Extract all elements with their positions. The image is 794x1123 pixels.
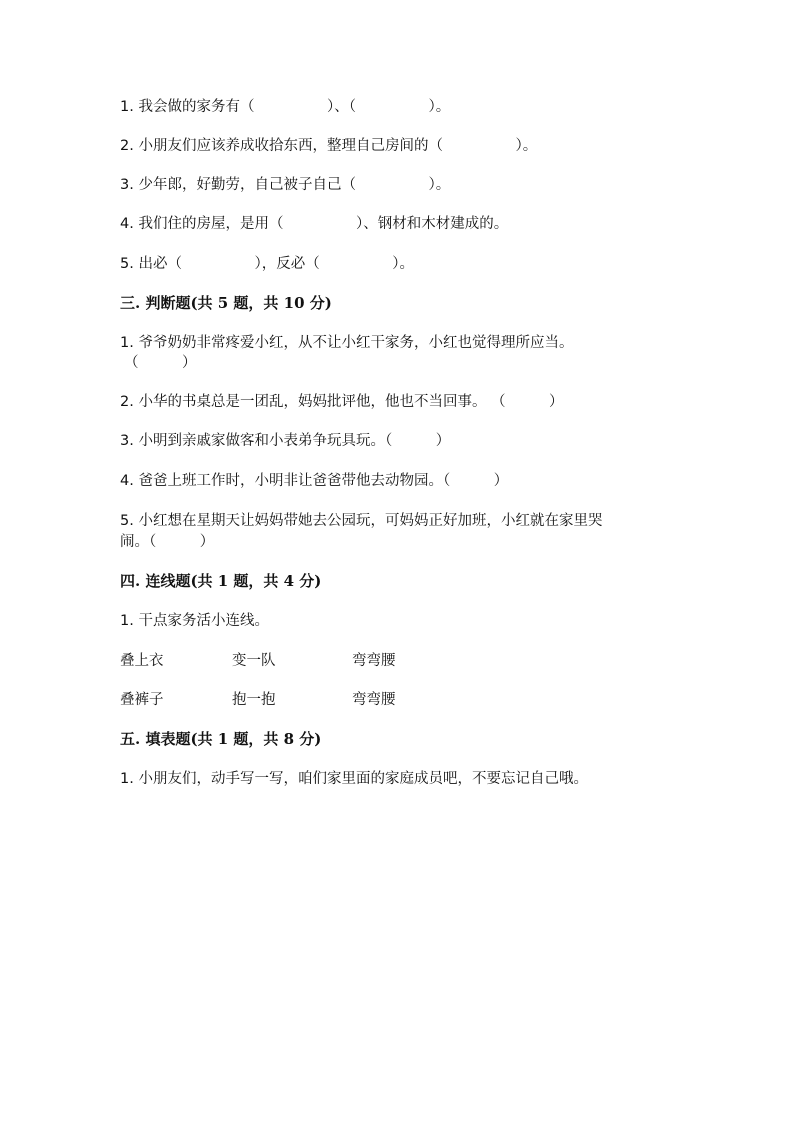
matching-cell: 弯弯腰 <box>352 653 396 669</box>
judge-item-5-line-2: 闹。（ ） <box>120 534 215 550</box>
fill-blank-item-3: 3. 少年郎，好勤劳，自己被子自己（ ）。 <box>120 177 451 193</box>
section-heading-matching: 四. 连线题(共 1 题，共 4 分) <box>120 572 322 590</box>
fill-blank-item-1: 1. 我会做的家务有（ ）、（ ）。 <box>120 99 451 115</box>
table-fill-question: 1. 小朋友们，动手写一写，咱们家里面的家庭成员吧，不要忘记自己哦。 <box>120 771 588 787</box>
matching-cell: 变一队 <box>232 653 276 669</box>
fill-blank-item-5: 5. 出必（ ），反必（ ）。 <box>120 256 414 272</box>
fill-blank-item-4: 4. 我们住的房屋，是用（ ）、钢材和木材建成的。 <box>120 216 509 232</box>
judge-item-1-line-2: （ ） <box>124 355 197 371</box>
matching-cell: 叠裤子 <box>120 692 164 708</box>
matching-cell: 弯弯腰 <box>352 692 396 708</box>
judge-item-4: 4. 爸爸上班工作时，小明非让爸爸带他去动物园。（ ） <box>120 473 509 489</box>
judge-item-5-line-1: 5. 小红想在星期天让妈妈带她去公园玩，可妈妈正好加班，小红就在家里哭 <box>120 513 603 529</box>
section-heading-table-fill: 五. 填表题(共 1 题，共 8 分) <box>120 730 322 748</box>
matching-cell: 叠上衣 <box>120 653 164 669</box>
matching-question: 1. 干点家务活小连线。 <box>120 613 269 629</box>
fill-blank-item-2: 2. 小朋友们应该养成收拾东西，整理自己房间的（ ）。 <box>120 138 538 154</box>
judge-item-2: 2. 小华的书桌总是一团乱，妈妈批评他，他也不当回事。 （ ） <box>120 394 564 410</box>
judge-item-3: 3. 小明到亲戚家做客和小表弟争玩具玩。（ ） <box>120 433 451 449</box>
judge-item-1-line-1: 1. 爷爷奶奶非常疼爱小红，从不让小红干家务，小红也觉得理所应当。 <box>120 335 574 351</box>
matching-cell: 抱一抱 <box>232 692 276 708</box>
section-heading-judge: 三. 判断题(共 5 题，共 10 分) <box>120 294 332 312</box>
